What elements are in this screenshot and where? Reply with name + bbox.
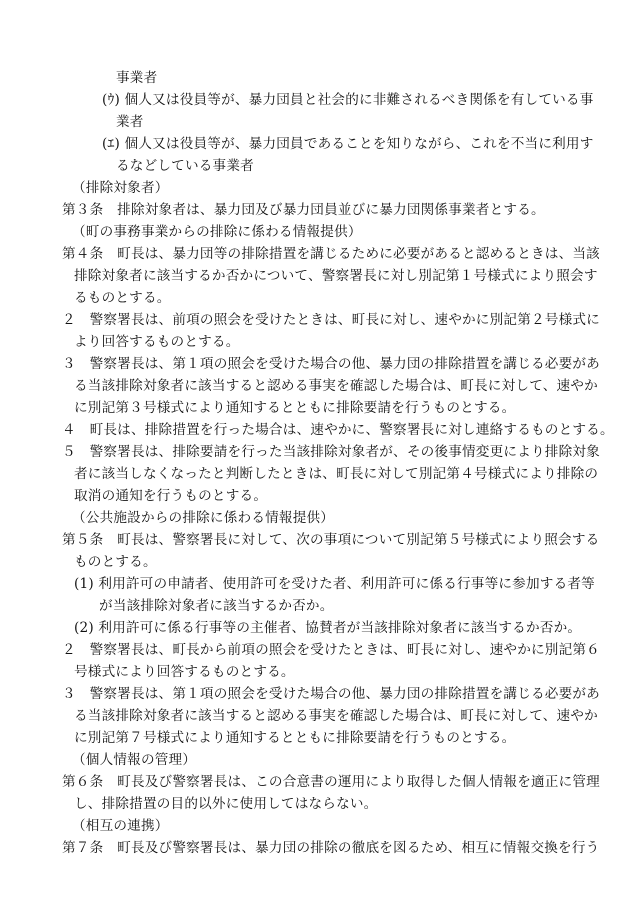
paragraph-line: ２ 警察署長は、前項の照会を受けたときは、町長に対し、速やかに別記第２号様式に <box>62 312 600 328</box>
text-line: る当該排除対象者に該当すると認める事実を確認した場合は、町長に対して、速やか <box>74 708 598 724</box>
list-item-line: (1) 利用許可の申請者、使用許可を受けた者、利用許可に係る行事等に参加する者等 <box>74 576 595 592</box>
article-line: 第３条 排除対象者は、暴力団及び暴力団員並びに暴力団関係事業者とする。 <box>62 202 545 218</box>
text-line: が当該排除対象者に該当するか否か。 <box>99 598 334 614</box>
article-line: 第５条 町長は、警察署長に対して、次の事項について別記第５号様式により照会する <box>62 532 600 548</box>
text-line: 者に該当しなくなったと判断したときは、町長に対して別記第４号様式により排除の <box>74 466 599 482</box>
paragraph-line: ４ 町長は、排除措置を行った場合は、速やかに、警察署長に対し連絡するものとする。 <box>62 422 614 438</box>
text-line: 事業者 <box>116 70 158 86</box>
text-line: る当該排除対象者に該当すると認める事実を確認した場合は、町長に対して、速やか <box>74 378 598 394</box>
article-line: 第６条 町長及び警察署長は、この合意書の運用により取得した個人情報を適正に管理 <box>62 774 600 790</box>
text-line: (ｳ) 個人又は役員等が、暴力団員と社会的に非難されるべき関係を有している事 <box>102 92 594 108</box>
list-item-line: (2) 利用許可に係る行事等の主催者、協賛者が当該排除対象者に該当するか否か。 <box>74 620 582 636</box>
section-heading: （排除対象者） <box>72 180 169 196</box>
text-line: るものとする。 <box>74 290 171 306</box>
text-line: (ｴ) 個人又は役員等が、暴力団員であることを知りながら、これを不当に利用す <box>102 136 594 152</box>
section-heading: （個人情報の管理） <box>72 752 197 768</box>
text-line: より回答するものとする。 <box>74 334 240 350</box>
text-line: に別記第３号様式により通知するとともに排除要請を行うものとする。 <box>74 400 516 416</box>
article-line: 第７条 町長及び警察署長は、暴力団の排除の徹底を図るため、相互に情報交換を行う <box>62 840 600 856</box>
section-heading: （町の事務事業からの排除に係わる情報提供） <box>72 224 362 240</box>
paragraph-line: ２ 警察署長は、町長から前項の照会を受けたときは、町長に対し、速やかに別記第６ <box>62 642 600 658</box>
article-line: 第４条 町長は、暴力団等の排除措置を講じるために必要があると認めるときは、当該 <box>62 246 600 262</box>
paragraph-line: ３ 警察署長は、第１項の照会を受けた場合の他、暴力団の排除措置を講じる必要があ <box>62 686 600 702</box>
text-line: し、排除措置の目的以外に使用してはならない。 <box>74 796 378 812</box>
text-line: 号様式により回答するものとする。 <box>74 664 295 680</box>
text-line: 排除対象者に該当するか否かについて、警察署長に対し別記第１号様式により照会す <box>74 268 598 284</box>
text-line: ものとする。 <box>74 554 157 570</box>
section-heading: （公共施設からの排除に係わる情報提供） <box>72 510 335 526</box>
text-line: に別記第７号様式により通知するとともに排除要請を行うものとする。 <box>74 730 516 746</box>
paragraph-line: ５ 警察署長は、排除要請を行った当該排除対象者が、その後事情変更により排除対象 <box>62 444 600 460</box>
text-line: 業者 <box>116 114 144 130</box>
paragraph-line: ３ 警察署長は、第１項の照会を受けた場合の他、暴力団の排除措置を講じる必要があ <box>62 356 600 372</box>
text-line: るなどしている事業者 <box>116 158 254 174</box>
section-heading: （相互の連携） <box>72 818 169 834</box>
text-line: 取消の通知を行うものとする。 <box>74 488 268 504</box>
